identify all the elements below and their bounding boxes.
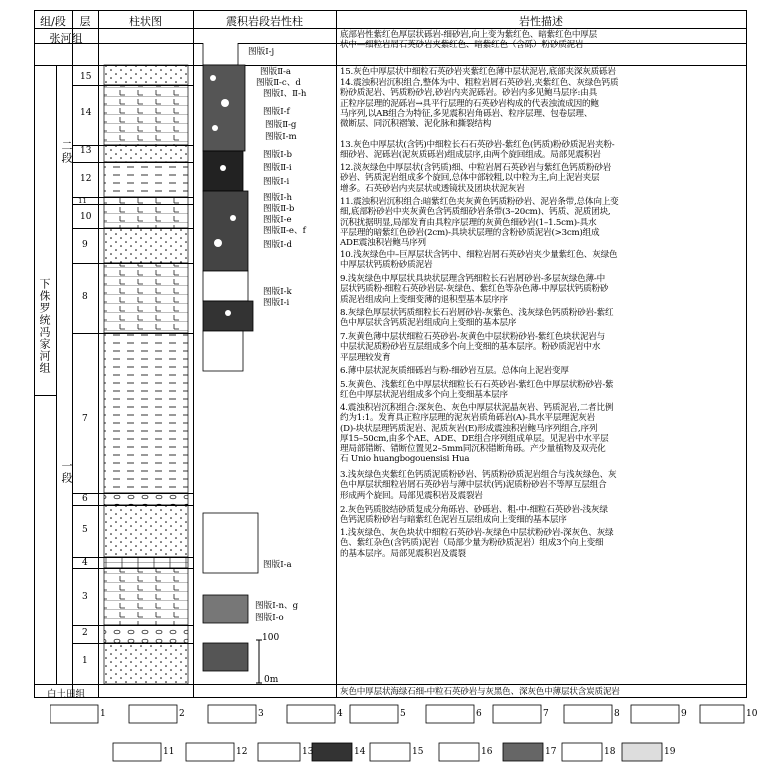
desc-layer-5: 5.灰黄色、浅紫红色中厚层状细粒长石石英砂岩-紫红色中厚层状粉砂岩-紫 红色中厚层状泥岩组成多个向上变细基本层序 — [340, 380, 614, 401]
desc-layer-11: 11.震浊积岩沉积组合:暗紫红色夹灰黄色钙质粉砂岩、泥岩条带,总体向上变 细,底部粉砂岩中夹灰黄色含钙质细砂岩条带(3–20cm)、钙质、泥质团块, 沉积扰据明显,局部发育由具粒序层理的灰黄色细砂岩(1–1.5cm)-具水 平层理的暗紫红色砂岩(2cm)-具块状层理的含粉砂质泥岩(>3cm)组成 ADE震浊积岩鲍马序列 — [340, 197, 619, 249]
desc-zhanghe: 底部岩性紫红色厚层状砾岩-细砂岩,向上变为紫红色、暗紫红色中厚层 状中—细粒岩屑石英砂岩夹紫红色、暗紫红色（含砾）粉砂质泥岩 — [340, 30, 598, 51]
legend-number: 2 — [179, 709, 185, 719]
legend-number: 4 — [337, 709, 343, 719]
plate-label: 图版Ⅰ-j — [248, 47, 275, 57]
desc-layer-3: 3.浅灰绿色夹紫红色钙质泥质粉砂岩、钙质粉砂质泥岩组合与浅灰绿色、灰 色中厚层状细粒岩屑石英砂岩与薄中层状(钙)泥质粉砂岩不等厚互层组合 形成两个旋回。局部见震积岩及震裂岩 — [340, 470, 617, 501]
section-1: 一段 — [60, 460, 73, 484]
desc-layer-13: 13.灰色中厚层状(含钙)中细粒长石石英砂岩-紫红色(钙质)粉砂质泥岩夹粉- 细砂岩、泥砾岩(泥灰质砾岩)组成层序,由两个旋回组成。局部见震积岩 — [340, 140, 615, 161]
layer-number: 11 — [78, 197, 87, 205]
layer-number: 13 — [80, 146, 92, 156]
desc-layer-10: 10.浅灰绿色中–巨厚层状含钙中、细粒岩屑石英砂岩夹少量紫红色、灰绿色 中厚层状钙质粉砂质泥岩 — [340, 250, 618, 271]
legend-number: 15 — [412, 747, 424, 757]
legend-number: 16 — [481, 747, 493, 757]
legend-number: 3 — [258, 709, 264, 719]
layer-number: 5 — [82, 525, 88, 535]
stratigraphic-column — [98, 43, 193, 684]
plate-label: 图版Ⅱ-c、d — [256, 78, 301, 88]
legend-number: 17 — [545, 747, 557, 757]
scale-bottom: 0m — [264, 675, 279, 685]
layer-number: 8 — [82, 292, 88, 302]
header-lithology: 岩性描述 — [519, 15, 563, 28]
scale-top: 100 — [262, 633, 280, 643]
formation-baitutian: 白土田组 — [46, 689, 85, 700]
legend-number: 14 — [354, 747, 366, 757]
desc-layer-6: 6.薄中层状泥灰质细砾岩与粉-细砂岩互层。总体向上泥岩变厚 — [340, 366, 569, 376]
desc-layer-8: 8.灰绿色厚层状钙质细粒长石岩屑砂岩-灰紫色、浅灰绿色钙质粉砂岩-紫红 色中厚层状含钙质泥岩组成向上变细的基本层序 — [340, 308, 614, 329]
layer-number: 7 — [82, 414, 88, 424]
desc-layer-9: 9.浅灰绿色中厚层状具块状层理含钙细粒长石岩屑砂岩-多层灰绿色薄-中 层状钙质粉-细粒石英砂岩层-灰绿色、紫红色等杂色薄-中厚层状钙质粉砂 质泥岩组成向上变细变薄的退积型基本层序序 — [340, 274, 609, 305]
layer-number: 12 — [80, 174, 92, 184]
legend-number: 8 — [614, 709, 620, 719]
plate-label: 图版Ⅰ-k — [263, 287, 292, 297]
legend-number: 7 — [543, 709, 549, 719]
header-layer: 层 — [79, 15, 91, 28]
plate-label: 图版Ⅰ-e — [263, 215, 292, 225]
desc-layer-2: 2.灰色钙质胶结砂质复成分角砾岩、砂砾岩、粗-中-细粒石英砂岩-浅灰绿 色钙泥质粉砂岩与暗紫红色泥岩互层组成向上变细的基本层序 — [340, 505, 608, 526]
legend-number: 1 — [100, 709, 106, 719]
header-group-section: 组/段 — [40, 15, 66, 28]
plate-label: 图版Ⅰ-i — [263, 298, 290, 308]
plate-label: 图版Ⅰ-n、g — [255, 601, 299, 611]
plate-label: 图版Ⅰ-o — [255, 613, 284, 623]
desc-layer-1: 1.浅灰绿色、灰色块状中细粒石英砂岩-灰绿色中层状粉砂岩-深灰色、灰绿 色、紫红杂色(含钙质)泥岩（局部少量为粉砂质泥岩）组成3个向上变细 的基本层序。局部见震积岩及震裂 — [340, 528, 614, 559]
plate-label: 图版Ⅱ-g — [265, 120, 297, 130]
legend-number: 18 — [604, 747, 616, 757]
plate-label: 图版Ⅰ-d — [263, 240, 292, 250]
layer-number: 2 — [82, 628, 88, 638]
plate-label: 图版Ⅰ-a — [263, 560, 292, 570]
plate-label: 图版Ⅱ-a — [260, 67, 292, 77]
desc-layer-15: 15.灰色中厚层状中细粒石英砂岩夹紫红色薄中层状泥岩,底部夹深灰质砾岩 — [340, 67, 616, 77]
desc-baitutian: 灰色中厚层状海绿石细-中粒石英砂岩与灰黑色、深灰色中薄层状含炭质泥岩 — [340, 687, 620, 697]
legend-number: 19 — [664, 747, 676, 757]
legend-number: 11 — [163, 747, 175, 757]
formation-zhanghe: 张河组 — [49, 32, 83, 45]
desc-layer-14: 14.震浊积岩沉积组合,整体为中、粗粒岩屑石英砂岩,夹紫红色、灰绿色钙质 粉砂质泥岩、钙质粉砂岩,砂岩内夹泥砾岩。砂岩内多见鲍马层序:由具 正粒序层理的泥砾岩→具平行层理的石英砂岩构成的代表浊流成因的鲍 马序列,以AB组合为特征,多见震积岩角砾岩、粒序层理、包卷层理、 微断层、同沉积褶皱、泥化脉和撕裂结构 — [340, 78, 619, 130]
plate-label: 图版Ⅱ-e、f — [263, 226, 306, 236]
layer-number: 9 — [82, 240, 88, 250]
layer-number: 6 — [82, 494, 88, 504]
legend-number: 12 — [236, 747, 248, 757]
plate-label: 图版Ⅰ-h — [263, 193, 293, 203]
formation-xiazhuluo: 下侏罗统冯家河组 — [38, 278, 51, 374]
desc-layer-7: 7.灰黄色薄中层状细粒石英砂岩-灰黄色中层状粉砂岩-紫红色块状泥岩与 中层状泥质粉砂岩互层组成多个向上变细的基本层序。粉砂质泥岩中水 平层理较发育 — [340, 332, 606, 363]
legend-number: 9 — [681, 709, 687, 719]
desc-layer-12: 12.淡灰绿色中厚层状(含钙质)细、中粒岩屑石英砂岩与紫红色钙质粉砂岩 砂岩、钙质泥岩组成多个旋回,总体中部较粗,以中粒为主,向上泥岩夹层 增多。石英砂岩内夹层状或透镜状及团块状泥灰岩 — [340, 163, 612, 194]
header-column: 柱状图 — [129, 15, 162, 28]
legend-number: 6 — [476, 709, 482, 719]
header-seismite-column: 震积岩段岩性柱 — [226, 15, 303, 28]
plate-label: 图版Ⅰ-i — [263, 177, 290, 187]
layer-number: 14 — [80, 108, 92, 118]
section-2: 二段 — [60, 140, 73, 164]
legend-number: 13 — [302, 747, 314, 757]
layer-number: 4 — [82, 558, 88, 568]
plate-label: 图版Ⅰ、Ⅱ-h — [263, 89, 307, 99]
plate-label: 图版Ⅱ-i — [263, 163, 292, 173]
layer-number: 1 — [82, 656, 88, 666]
layer-number: 3 — [82, 592, 88, 602]
plate-label: 图版Ⅰ-f — [263, 107, 290, 117]
layer-number: 15 — [80, 72, 92, 82]
plate-label: 图版Ⅰ-m — [265, 132, 297, 142]
legend-number: 10 — [746, 709, 758, 719]
legend-number: 5 — [400, 709, 406, 719]
plate-label: 图版Ⅰ-b — [263, 150, 292, 160]
desc-layer-4: 4.震浊积岩沉积组合:深灰色、灰色中厚层状泥晶灰岩、钙质泥岩,二者比例 约为1:1。发育具正粒序层理的泥灰岩质角砾岩(A)-具水平层理泥灰岩 (D)-块状层理钙质泥岩、泥质灰岩(E)形成震浊积岩鲍马序列组合,序列 厚15–50cm,由多个AE、ADE、DE组合序列组成单层。见泥岩中水平层 理局部错断、错断位置见2–5mm同沉积错断角砾。产少量植物及双壳化 石 Unio huangbogouensisi Hua — [340, 403, 614, 465]
plate-label: 图版Ⅱ-b — [263, 204, 295, 214]
layer-number: 10 — [80, 212, 92, 222]
